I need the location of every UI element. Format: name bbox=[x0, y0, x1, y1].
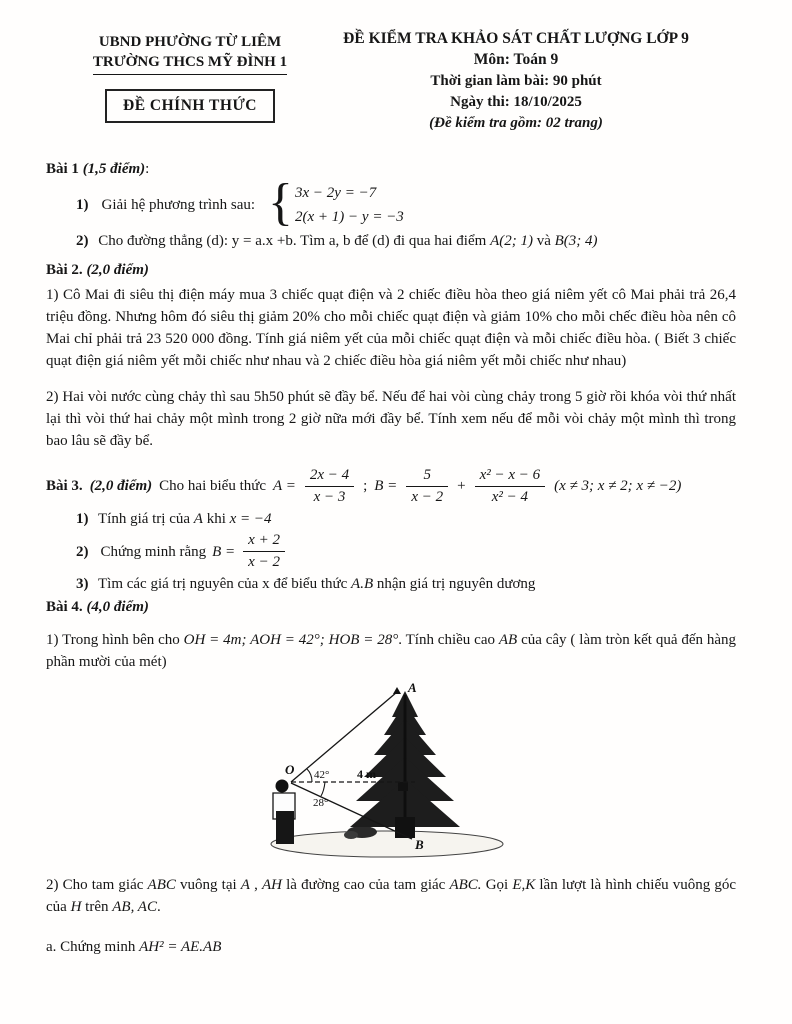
problem-4-2-t5: Gọi bbox=[485, 877, 509, 893]
problem-3-1-label: 1) bbox=[76, 511, 89, 527]
apex-arrow bbox=[393, 687, 401, 694]
problem-3-1-value: x = −4 bbox=[229, 511, 272, 527]
official-stamp-row bbox=[46, 75, 334, 123]
system-equations bbox=[295, 181, 404, 229]
problem-4-2-EK: E,K bbox=[512, 877, 536, 893]
tree-base bbox=[395, 817, 415, 838]
problem-4-2a bbox=[46, 936, 736, 958]
problem-4-2-ABC2: ABC. bbox=[449, 877, 482, 893]
problem-2-2: 2) Hai vòi nước cùng chảy thì sau 5h50 phút sẽ đầy bể. Nếu để hai vòi cùng chảy trong 5 giờ rồi khóa vòi thứ nhất lại thì vòi thứ hai chảy một mình trong 2 giờ nữa mới đầy bể. Tính xem nếu để mỗi vòi chảy một mình thì trong bao lâu sẽ đầy bể. bbox=[46, 389, 736, 449]
section-1-title: Bài 1 bbox=[46, 161, 79, 177]
problem-3-2-label: 2) bbox=[76, 543, 89, 560]
problem-3-3-AB: A.B bbox=[351, 576, 374, 592]
fraction-B2 bbox=[475, 466, 546, 507]
label-distance: 4 m bbox=[357, 767, 376, 781]
expr-A-equals: A = bbox=[273, 478, 296, 494]
section-4-points: (4,0 điểm) bbox=[86, 599, 149, 615]
tree-height-diagram bbox=[265, 679, 517, 861]
section-3-heading bbox=[46, 466, 736, 507]
exam-subject: Môn: Toán 9 bbox=[473, 51, 559, 68]
problem-4-2a-text: a. Chứng minh bbox=[46, 939, 136, 955]
problem-2-1: 1) Cô Mai đi siêu thị điện máy mua 3 chiếc quạt điện và 2 chiếc điều hòa theo giá niêm yết cô Mai phải trả 26,4 triệu đồng. Nhưng hôm đó siêu thị giảm 20% cho mỗi chiếc quạt điện và giảm 10% cho mỗi chếc điều hòa nên cô Mai chỉ phải trả 23 520 000 đồng. Tính giá niêm yết của mỗi chiếc quạt điện và mỗi chiếc điều hòa. ( Biết 3 chiếc quạt điện giá niêm yết mỗi chiếc như nhau và 2 chiếc điều hòa giá niêm yết mỗi chiếc như nhau) bbox=[46, 287, 736, 369]
problem-4-2-t2: vuông tại bbox=[180, 877, 237, 893]
point-B: B(3; 4) bbox=[554, 233, 598, 249]
exam-pages-note: (Đề kiểm tra gồm: 02 trang) bbox=[429, 115, 603, 131]
fraction-B1 bbox=[406, 466, 448, 507]
problem-1-1 bbox=[46, 174, 736, 231]
ground-ellipse bbox=[271, 831, 503, 857]
section-1-points: (1,5 điểm) bbox=[82, 161, 146, 177]
label-angle-42: 42° bbox=[314, 769, 330, 781]
problem-4-2-AH: AH bbox=[262, 877, 282, 893]
label-B: B bbox=[415, 837, 424, 852]
problem-1-1-label: 1) bbox=[76, 197, 89, 213]
exam-date: Ngày thi: 18/10/2025 bbox=[450, 94, 582, 110]
system-equation-2: 2(x + 1) − y = −3 bbox=[295, 209, 404, 225]
problem-4-2 bbox=[46, 874, 736, 918]
problem-1-2 bbox=[46, 229, 736, 253]
arc-42 bbox=[307, 769, 312, 782]
fraction-A-numerator: 2x − 4 bbox=[305, 466, 354, 487]
problem-1-2-text: Cho đường thẳng (d): y = a.x +b. Tìm a, b để (d) đi qua hai điểm bbox=[98, 233, 487, 249]
section-1-heading bbox=[46, 158, 736, 181]
problem-4-1 bbox=[46, 629, 736, 673]
section-2-title: Bài 2. bbox=[46, 262, 83, 278]
label-A: A bbox=[408, 680, 417, 695]
issuer-org: UBND PHƯỜNG TỪ LIÊM bbox=[98, 34, 282, 50]
marker-H bbox=[398, 782, 408, 791]
problem-3-1 bbox=[46, 507, 736, 531]
fraction-B-simplified-denominator: x − 2 bbox=[248, 554, 280, 570]
fraction-B-simplified bbox=[243, 531, 285, 572]
section-4-title: Bài 4. bbox=[46, 599, 83, 615]
fraction-B1-denominator: x − 2 bbox=[411, 489, 444, 505]
fraction-B2-denominator: x² − 4 bbox=[491, 489, 528, 505]
arc-28 bbox=[321, 782, 325, 796]
problem-3-3-text: Tìm các giá trị nguyên của x để biểu thức bbox=[97, 576, 348, 592]
problem-4-2-t6: lần lượt là hình chiếu vuông góc của bbox=[46, 877, 737, 915]
section-2-heading bbox=[46, 259, 736, 282]
problem-3-2-text: Chứng minh rằng bbox=[100, 543, 207, 560]
problem-4-2-A: A bbox=[240, 877, 250, 893]
problem-4-1-text: 1) Trong hình bên cho bbox=[46, 632, 180, 648]
section-3-points: (2,0 điểm) bbox=[89, 478, 153, 494]
label-O: O bbox=[285, 762, 295, 777]
section-4-heading bbox=[46, 596, 736, 619]
problem-3-2 bbox=[46, 531, 736, 572]
problem-4-1-mid: . Tính chiều cao bbox=[398, 632, 495, 648]
problem-1-1-text: Giải hệ phương trình sau: bbox=[101, 197, 256, 213]
system-brace: { bbox=[268, 174, 294, 231]
fraction-B1-numerator: 5 bbox=[406, 466, 448, 487]
fraction-A-denominator: x − 3 bbox=[313, 489, 346, 505]
exam-duration: Thời gian làm bài: 90 phút bbox=[430, 73, 602, 89]
expr-B-equals: B = bbox=[374, 478, 398, 494]
issuer-school-row bbox=[46, 52, 334, 75]
problem-4-2-t4: là đường cao của tam giác bbox=[286, 877, 446, 893]
observer-stand bbox=[276, 811, 294, 844]
expr-semicolon: ; bbox=[363, 478, 368, 494]
system-equation-1: 3x − 2y = −7 bbox=[295, 185, 377, 201]
problem-1-2-label: 2) bbox=[76, 233, 89, 249]
problem-4-1-given: OH = 4m; AOH = 42°; HOB = 28° bbox=[183, 632, 399, 648]
problem-3-1-when: khi bbox=[206, 511, 226, 527]
problem-4-2-t3: , bbox=[254, 877, 258, 893]
tree-height-figure bbox=[265, 679, 517, 866]
fraction-B2-numerator: x² − x − 6 bbox=[475, 466, 546, 487]
problem-4-2-t1: 2) Cho tam giác bbox=[46, 877, 144, 893]
problem-3-2-B-equals: B = bbox=[212, 543, 236, 560]
problem-4-2-t8: . bbox=[156, 899, 161, 915]
fraction-B-simplified-numerator: x + 2 bbox=[243, 531, 285, 552]
fraction-A bbox=[305, 466, 354, 507]
exam-title: ĐỀ KIỂM TRA KHẢO SÁT CHẤT LƯỢNG LỚP 9 bbox=[343, 30, 689, 47]
equation-system bbox=[268, 174, 404, 231]
problem-3-1-var: A bbox=[193, 511, 203, 527]
problem-4-1-tail: của cây ( làm tròn kết quả đến hàng phần mười của mét) bbox=[46, 632, 737, 670]
problem-4-1-AB: AB bbox=[498, 632, 518, 648]
official-exam-stamp: ĐỀ CHÍNH THỨC bbox=[105, 89, 275, 123]
exam-header bbox=[46, 28, 736, 134]
exam-info-block bbox=[340, 28, 692, 134]
expr-domain: (x ≠ 3; x ≠ 2; x ≠ −2) bbox=[554, 478, 682, 494]
problem-3-1-text: Tính giá trị của bbox=[97, 511, 191, 527]
problem-3-3 bbox=[46, 572, 736, 596]
problem-4-2-ABAC: AB, AC bbox=[112, 899, 157, 915]
issuer-block bbox=[46, 28, 334, 134]
expr-plus: + bbox=[457, 478, 466, 494]
problem-4-2-H: H bbox=[70, 899, 82, 915]
problem-1-2-and: và bbox=[536, 233, 551, 249]
label-angle-28: 28° bbox=[313, 797, 329, 809]
problem-4-2-ABC: ABC bbox=[147, 877, 176, 893]
problem-3-3-label: 3) bbox=[76, 576, 89, 592]
problem-4-2-t7: trên bbox=[85, 899, 109, 915]
observer-head bbox=[276, 780, 289, 793]
point-A: A(2; 1) bbox=[490, 233, 533, 249]
section-2-points: (2,0 điểm) bbox=[86, 262, 149, 278]
issuer-school: TRƯỜNG THCS MỸ ĐÌNH 1 bbox=[93, 52, 287, 75]
section-1-colon: : bbox=[145, 161, 150, 177]
problem-4-2a-formula: AH² = AE.AB bbox=[139, 939, 222, 955]
section-3-title: Bài 3. bbox=[46, 478, 83, 494]
problem-3-3-tail: nhận giá trị nguyên dương bbox=[376, 576, 536, 592]
bush-small bbox=[344, 831, 358, 839]
section-3-intro: Cho hai biểu thức bbox=[159, 478, 267, 494]
